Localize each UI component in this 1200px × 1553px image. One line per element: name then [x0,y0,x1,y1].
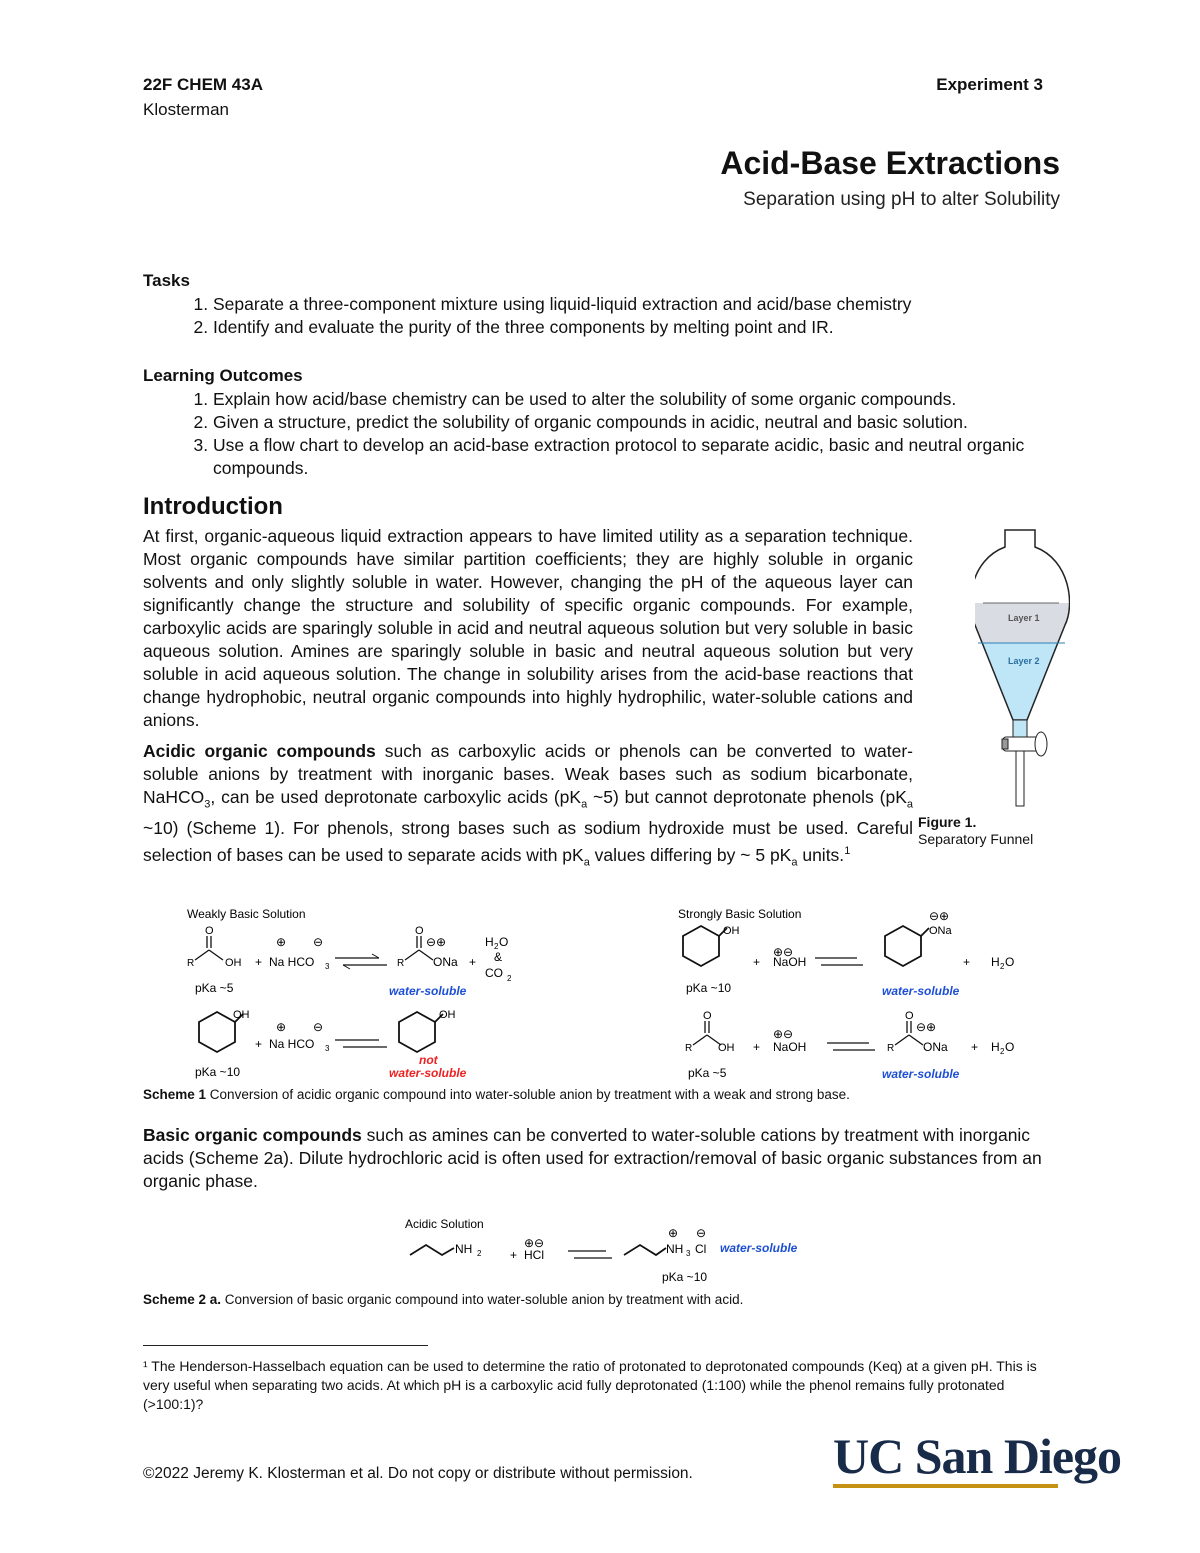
svg-text:⊕⊖: ⊕⊖ [524,1236,545,1250]
svg-text:&: & [494,950,503,964]
acidic-solution-title: Acidic Solution [405,1217,484,1231]
svg-text:O: O [499,935,509,949]
water-soluble-label: water-soluble [389,984,467,998]
svg-text:Na HCO: Na HCO [269,1037,315,1051]
svg-text:Na HCO: Na HCO [269,955,315,969]
svg-text:R: R [685,1043,693,1054]
water-soluble-label: water-soluble [882,984,960,998]
svg-text:⊖⊕: ⊖⊕ [426,935,447,949]
water-soluble-label: water-soluble [882,1067,960,1081]
intro-paragraph-1: At first, organic-aqueous liquid extraction appears to have limited utility as a separation technique. Most organic compounds have similar partition coefficients; they are highly soluble in organic solvents and only slightly soluble in water. However, changing the pH of the aqueous layer can significantly change the structure and solubility of specific organic compounds. For example, carboxylic acids are sparingly soluble in acid and neutral aqueous solution but very soluble in basic aqueous solution. Amines are sparingly soluble in basic and neutral aqueous solution but very soluble in acid aqueous solution. The change in solubility arises from the acid-base reactions that change hydrophobic, neutral organic compounds into highly hydrophilic, water-soluble cations and anions. [143,526,913,730]
svg-text:+: + [510,1248,518,1262]
svg-text:3: 3 [325,962,330,971]
svg-text:ONa: ONa [433,955,458,969]
svg-text:R: R [187,958,195,969]
svg-text:pKa ~10: pKa ~10 [662,1270,708,1284]
svg-text:H: H [485,935,494,949]
svg-text:O: O [205,925,214,937]
svg-text:2: 2 [1000,962,1005,971]
svg-text:O: O [905,1010,914,1022]
phenol-structure [683,926,727,966]
svg-text:+: + [753,1040,761,1054]
list-item: 1. Explain how acid/base chemistry can be used to alter the solubility of some organic compounds. [213,388,1061,411]
svg-text:OH: OH [225,957,242,969]
svg-text:OH: OH [233,1009,250,1021]
course-code: 22F CHEM 43A [143,75,263,94]
amine-structure [410,1245,454,1255]
svg-text:⊖⊕: ⊖⊕ [929,909,950,923]
svg-text:NH: NH [455,1242,473,1256]
tasks-heading: Tasks [143,271,190,290]
svg-text:pKa ~10: pKa ~10 [195,1065,241,1079]
svg-text:⊖: ⊖ [313,1020,324,1034]
intro-paragraph-3: Basic organic compounds such as amines can be converted to water-soluble cations by treatment with inorganic acids (Scheme 2a). Dilute hydrochloric acid is often used for extraction/removal of basic organic substances from an organic phase. [143,1125,1042,1191]
carboxylic-acid-structure [693,1021,721,1045]
strong-base-title: Strongly Basic Solution [678,907,802,921]
svg-text:3: 3 [325,1044,330,1053]
copyright: ©2022 Jeremy K. Klosterman et al. Do not copy or distribute without permission. [143,1465,693,1482]
layer-1-label: Layer 1 [1008,613,1040,623]
separatory-funnel-figure [975,525,1070,810]
svg-text:+: + [255,1037,263,1051]
list-item: 2. Identify and evaluate the purity of the three components by melting point and IR. [213,316,911,339]
svg-text:+: + [255,955,263,969]
svg-text:+: + [469,955,477,969]
introduction-heading: Introduction [143,493,283,520]
svg-text:CO: CO [485,966,503,980]
figure-1-caption: Figure 1. Separatory Funnel [918,814,1034,847]
svg-text:O: O [1005,955,1015,969]
svg-text:⊕: ⊕ [668,1226,679,1240]
experiment-number: Experiment 3 [936,75,1043,94]
weak-base-title: Weakly Basic Solution [187,907,306,921]
svg-text:2: 2 [477,1249,482,1258]
carboxylic-acid-structure [195,936,223,960]
svg-text:⊕⊖: ⊕⊖ [773,945,794,959]
basic-compounds-term: Basic organic compounds [143,1125,362,1145]
list-item: 2. Given a structure, predict the solubility of organic compounds in acidic, neutral and basic solution. [213,411,1061,434]
ucsd-logo: UC San Diego [833,1428,1122,1484]
scheme-1-reactions [143,900,1063,1085]
svg-text:+: + [963,955,971,969]
svg-text:⊖⊕: ⊖⊕ [916,1020,937,1034]
svg-text:O: O [1005,1040,1015,1054]
scheme-1-caption: Scheme 1 Conversion of acidic organic compound into water-soluble anion by treatment with a weak and strong base. [143,1087,850,1102]
svg-text:⊕: ⊕ [276,935,287,949]
svg-text:NaOH: NaOH [773,955,807,969]
svg-text:ONa: ONa [923,1040,948,1054]
outcomes-list [143,388,1061,480]
svg-text:OH: OH [718,1042,735,1054]
svg-text:pKa ~5: pKa ~5 [688,1066,727,1080]
water-soluble-label: water-soluble [720,1241,798,1255]
svg-text:2: 2 [1000,1047,1005,1056]
outcomes-heading: Learning Outcomes [143,366,303,385]
not-water-soluble-label: water-soluble [389,1066,467,1080]
acidic-compounds-term: Acidic organic compounds [143,741,376,761]
svg-text:OH: OH [439,1009,456,1021]
ammonium-structure [624,1245,666,1255]
not-label: not [419,1053,438,1067]
svg-text:NaOH: NaOH [773,1040,807,1054]
footnote-divider [143,1345,428,1346]
author: Klosterman [143,100,229,119]
svg-text:H: H [991,955,1000,969]
svg-text:⊕⊖: ⊕⊖ [773,1027,794,1041]
svg-text:H: H [991,1040,1000,1054]
svg-text:OH: OH [723,925,740,937]
intro-paragraph-2: Acidic organic compounds such as carboxylic acids or phenols can be converted to water-soluble anions by treatment with inorganic bases. Weak bases such as sodium bicarbonate, NaHCO$_3$, can be used deprotonate carboxylic acids ($pK_a$ ~5) but cannot deprotonate phenols ($pK_a$ ~10) (Scheme 1). For phenols, strong bases such as sodium hydroxide must be used. Careful selection of bases can be used to separate acids with $pK_a$ values differing by ~ 5 $pK_a$ units.$^1$ [143,741,913,868]
svg-text:+: + [753,955,761,969]
tasks-list [143,293,911,339]
svg-text:NH: NH [666,1242,684,1256]
svg-text:pKa ~5: pKa ~5 [195,981,234,995]
svg-text:3: 3 [686,1249,691,1258]
svg-text:O: O [415,925,424,937]
page-title: Acid-Base Extractions [720,145,1060,181]
svg-text:ONa: ONa [929,925,952,937]
phenoxide-structure [885,926,929,966]
footnote: ¹ The Henderson-Hasselbach equation can be used to determine the ratio of protonated to deprotonated compounds (Keq) at a given pH. This is very useful when separating two acids. At which pH is a carboxylic acid fully deprotonated (1:100) while the phenol remains fully protonated (>100:1)? [143,1358,1037,1412]
svg-text:⊖: ⊖ [313,935,324,949]
scheme-2a-caption: Scheme 2 a. Conversion of basic organic compound into water-soluble anion by treatment with acid. [143,1292,744,1307]
svg-text:+: + [971,1040,979,1054]
svg-text:pKa ~10: pKa ~10 [686,981,732,995]
layer-2-label: Layer 2 [1008,656,1040,666]
list-item: 3. Use a flow chart to develop an acid-base extraction protocol to separate acidic, basic and neutral organic compounds. [213,434,1061,480]
page-subtitle: Separation using pH to alter Solubility [743,189,1060,210]
svg-text:HCl: HCl [524,1248,544,1262]
svg-text:2: 2 [494,942,499,951]
svg-text:R: R [397,958,405,969]
phenol-unchanged-structure [399,1012,443,1052]
svg-text:2: 2 [507,974,512,983]
svg-text:O: O [703,1010,712,1022]
logo-underline [833,1484,1058,1488]
list-item: 1. Separate a three-component mixture using liquid-liquid extraction and acid/base chemistry [213,293,911,316]
svg-text:⊖: ⊖ [696,1226,707,1240]
svg-text:⊕: ⊕ [276,1020,287,1034]
svg-text:Cl: Cl [695,1242,707,1256]
svg-text:R: R [887,1043,895,1054]
scheme-2a-reaction [400,1213,820,1288]
